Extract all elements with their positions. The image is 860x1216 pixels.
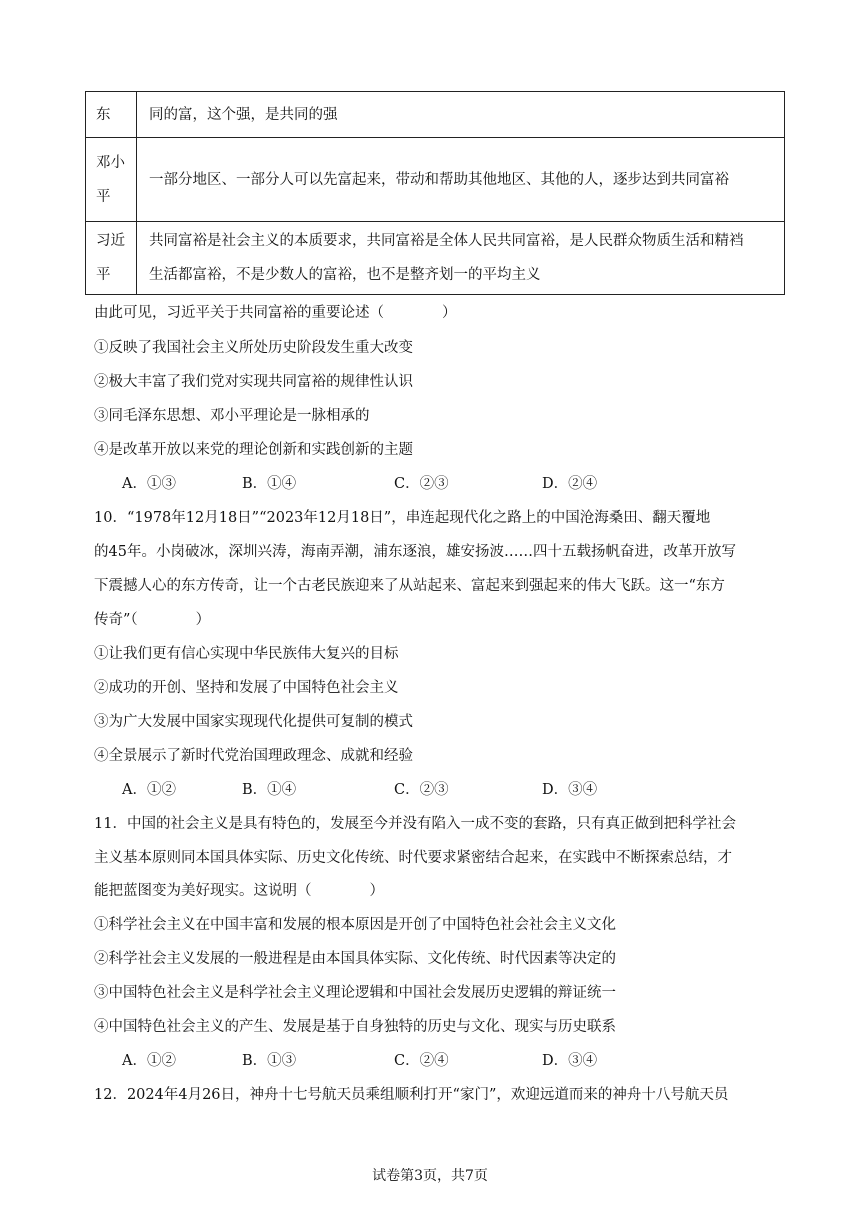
question-11-stem-line: 主义基本原则同本国具体实际、历史文化传统、时代要求紧密结合起来，在实践中不断探索总结，才 <box>94 850 732 866</box>
question-10-stem-line: 的45年。小岗破冰，深圳兴涛，海南弄潮，浦东逐浪，雄安扬波……四十五载扬帆奋进，改革开放写 <box>94 544 736 560</box>
quote-cell: 一部分地区、一部分人可以先富起来，带动和帮助其他地区、其他的人，逐步达到共同富裕 <box>137 138 785 222</box>
question-9-stem: 由此可见，习近平关于共同富裕的重要论述（ ） <box>94 305 457 321</box>
option-a[interactable]: A．①② <box>122 1053 176 1069</box>
option-b[interactable]: B．①④ <box>242 476 297 492</box>
question-9-item-1: ①反映了我国社会主义所处历史阶段发生重大改变 <box>94 340 413 356</box>
question-10-options <box>122 780 772 800</box>
person-name-cell: 邓小平 <box>86 138 137 222</box>
question-9-item-3: ③同毛泽东思想、邓小平理论是一脉相承的 <box>94 408 370 424</box>
table-row <box>86 222 785 295</box>
option-d[interactable]: D．③④ <box>542 782 598 798</box>
question-10-item-4: ④全景展示了新时代党治国理政理念、成就和经验 <box>94 748 413 764</box>
quotes-table <box>85 91 785 295</box>
question-12-stem-line: 12．2024年4月26日，神舟十七号航天员乘组顺利打开“家门”，欢迎远道而来的神舟十八号航天员 <box>94 1087 729 1103</box>
question-11-stem-line: 能把蓝图变为美好现实。这说明（ ） <box>94 883 384 899</box>
quote-line: 生活都富裕，不是少数人的富裕，也不是整齐划一的平均主义 <box>149 267 541 283</box>
question-11-item-1: ①科学社会主义在中国丰富和发展的根本原因是开创了中国特色社会社会主义文化 <box>94 917 616 933</box>
question-10-stem-line: 传奇”（ ） <box>94 612 211 628</box>
question-11-item-4: ④中国特色社会主义的产生、发展是基于自身独特的历史与文化、现实与历史联系 <box>94 1019 616 1035</box>
quote-cell <box>137 222 785 295</box>
question-9-item-2: ②极大丰富了我们党对实现共同富裕的规律性认识 <box>94 374 413 390</box>
person-name-cell: 习近平 <box>86 222 137 295</box>
person-name-cell: 东 <box>86 92 137 138</box>
option-c[interactable]: C．②③ <box>394 476 449 492</box>
question-9-options <box>122 474 772 494</box>
question-10-item-3: ③为广大发展中国家实现现代化提供可复制的模式 <box>94 714 413 730</box>
option-d[interactable]: D．②④ <box>542 476 598 492</box>
question-11-options <box>122 1051 772 1071</box>
option-c[interactable]: C．②③ <box>394 782 449 798</box>
option-b[interactable]: B．①③ <box>242 1053 297 1069</box>
table-row <box>86 92 785 138</box>
question-11-item-3: ③中国特色社会主义是科学社会主义理论逻辑和中国社会发展历史逻辑的辩证统一 <box>94 985 616 1001</box>
option-d[interactable]: D．③④ <box>542 1053 598 1069</box>
option-b[interactable]: B．①④ <box>242 782 297 798</box>
question-10-item-2: ②成功的开创、坚持和发展了中国特色社会主义 <box>94 680 399 696</box>
option-a[interactable]: A．①③ <box>122 476 176 492</box>
page-footer: 试卷第3页，共7页 <box>372 1168 488 1184</box>
table-row <box>86 138 785 222</box>
quote-cell: 同的富，这个强，是共同的强 <box>137 92 785 138</box>
question-10-item-1: ①让我们更有信心实现中华民族伟大复兴的目标 <box>94 646 399 662</box>
question-10-stem-line: 下震撼人心的东方传奇，让一个古老民族迎来了从站起来、富起来到强起来的伟大飞跃。这一“东方 <box>94 578 725 594</box>
question-11-item-2: ②科学社会主义发展的一般进程是由本国具体实际、文化传统、时代因素等决定的 <box>94 951 616 967</box>
question-10-stem-line: 10．“1978年12月18日”“2023年12月18日”，串连起现代化之路上的中国沧海桑田、翻天覆地 <box>94 510 711 526</box>
option-c[interactable]: C．②④ <box>394 1053 449 1069</box>
question-11-stem-line: 11．中国的社会主义是具有特色的，发展至今并没有陷入一成不变的套路，只有真正做到把科学社会 <box>94 816 736 832</box>
question-9-item-4: ④是改革开放以来党的理论创新和实践创新的主题 <box>94 442 413 458</box>
quote-line: 共同富裕是社会主义的本质要求，共同富裕是全体人民共同富裕，是人民群众物质生活和精裆 <box>149 233 744 249</box>
option-a[interactable]: A．①② <box>122 782 176 798</box>
